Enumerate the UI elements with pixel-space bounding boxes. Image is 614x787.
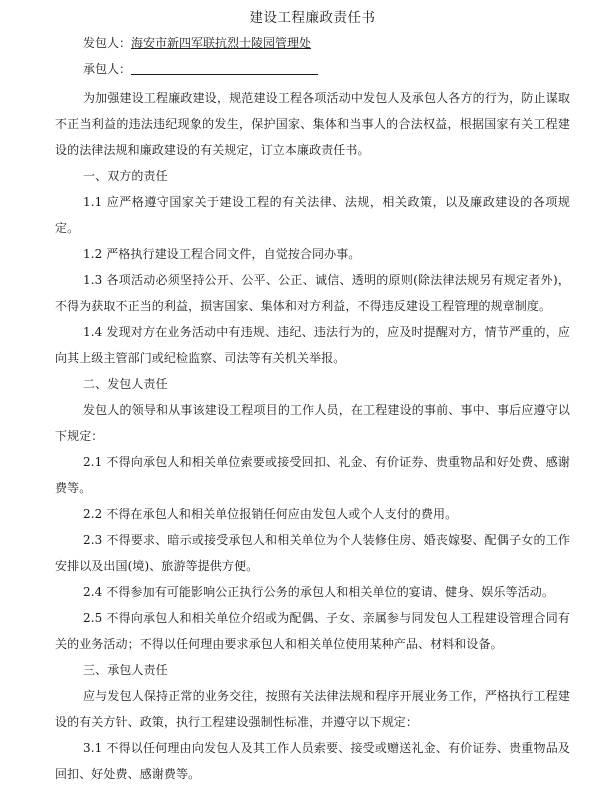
clause-2-1: 2.1 不得向承包人和相关单位索要或接受回扣、礼金、有价证券、贵重物品和好处费、感谢费等。	[55, 455, 570, 495]
section-heading-1: 一、双方的责任	[83, 169, 168, 183]
document-title: 建设工程廉政责任书	[249, 10, 376, 26]
clause-2-3: 2.3 不得要求、暗示或接受承包人和相关单位为个人装修住房、婚丧嫁娶、配偶子女的工作安排以及出国(境)、旅游等提供方便。	[55, 533, 570, 573]
employer-line	[83, 33, 570, 53]
clause-1-1: 1.1 应严格遵守国家关于建设工程的有关法律、法规，相关政策，以及廉政建设的各项规定。	[55, 195, 570, 235]
clause-2-5: 2.5 不得向承包人和相关单位介绍或为配偶、子女、亲属参与同发包人工程建设管理合同有关的业务活动；不得以任何理由要求承包人和相关单位使用某种产品、材料和设备。	[55, 611, 570, 651]
contractor-label: 承包人：	[83, 62, 132, 76]
employer-label: 发包人：	[83, 36, 132, 50]
contractor-line	[83, 59, 570, 79]
section-heading-3: 三、承包人责任	[83, 663, 168, 677]
clause-1-4: 1.4 发现对方在业务活动中有违规、违纪、违法行为的，应及时提醒对方，情节严重的，应向其上级主管部门或纪检监察、司法等有关机关举报。	[55, 325, 570, 365]
section-2-intro: 发包人的领导和从事该建设工程项目的工作人员，在工程建设的事前、事中、事后应遵守以下规定：	[55, 403, 570, 443]
clause-1-3: 1.3 各项活动必须坚持公开、公平、公正、诚信、透明的原则(除法律法规另有规定者外)，不得为获取不正当的利益，损害国家、集体和对方利益，不得违反建设工程管理的规章制度。	[55, 273, 570, 313]
intro-paragraph: 为加强建设工程廉政建设，规范建设工程各项活动中发包人及承包人各方的行为，防止谋取不正当利益的违法违纪现象的发生，保护国家、集体和当事人的合法权益，根据国家有关工程建设的法律法规和廉政建设的有关规定，订立本廉政责任书。	[55, 91, 570, 157]
clause-2-2: 2.2 不得在承包人和相关单位报销任何应由发包人或个人支付的费用。	[83, 507, 458, 521]
clause-1-2: 1.2 严格执行建设工程合同文件，自觉按合同办事。	[83, 247, 361, 261]
section-heading-2: 二、发包人责任	[83, 377, 168, 391]
section-3-intro: 应与发包人保持正常的业务交往，按照有关法律法规和程序开展业务工作，严格执行工程建设的有关方针、政策，执行工程建设强制性标准，并遵守以下规定：	[55, 689, 570, 729]
contractor-value-blank	[131, 60, 318, 75]
document-body	[55, 85, 570, 787]
employer-value: 海安市新四军联抗烈士陵园管理处	[131, 36, 312, 50]
clause-3-1: 3.1 不得以任何理由向发包人及其工作人员索要、接受或赠送礼金、有价证券、贵重物品及回扣、好处费、感谢费等。	[55, 741, 570, 781]
clause-2-4: 2.4 不得参加有可能影响公正执行公务的承包人和相关单位的宴请、健身、娱乐等活动。	[83, 585, 555, 599]
